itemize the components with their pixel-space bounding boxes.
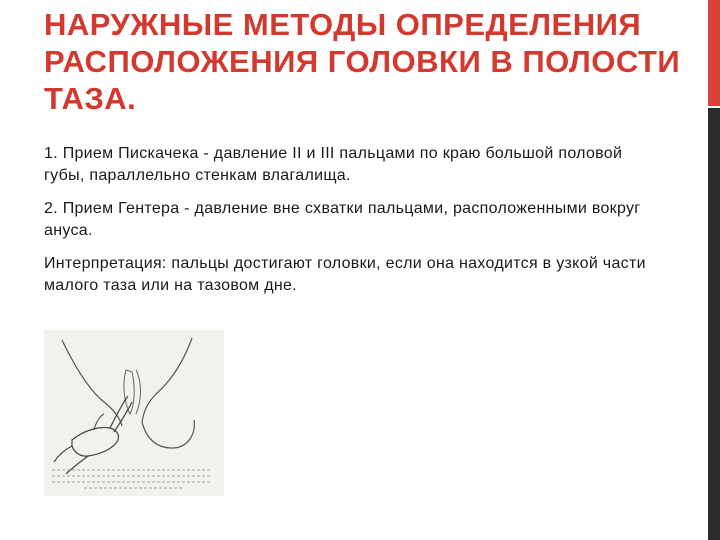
accent-bar-red	[708, 0, 720, 106]
slide-title: НАРУЖНЫЕ МЕТОДЫ ОПРЕДЕЛЕНИЯ РАСПОЛОЖЕНИЯ ГОЛОВКИ В ПОЛОСТИ ТАЗА.	[44, 7, 681, 116]
pelvic-exam-illustration	[44, 330, 224, 496]
paragraph-genter: 2. Прием Гентера - давление вне схватки пальцами, расположенными вокруг ануса.	[44, 200, 641, 239]
paragraph-piskacek: 1. Прием Пискачека - давление II и III пальцами по краю большой половой губы, параллельно стенкам влагалища.	[44, 145, 623, 184]
slide-body	[44, 143, 664, 308]
illustration-drawing	[44, 330, 224, 496]
paragraph-interpretation: Интерпретация: пальцы достигают головки, если она находится в узкой части малого таза или на тазовом дне.	[44, 255, 646, 294]
accent-bar-dark	[708, 108, 720, 540]
